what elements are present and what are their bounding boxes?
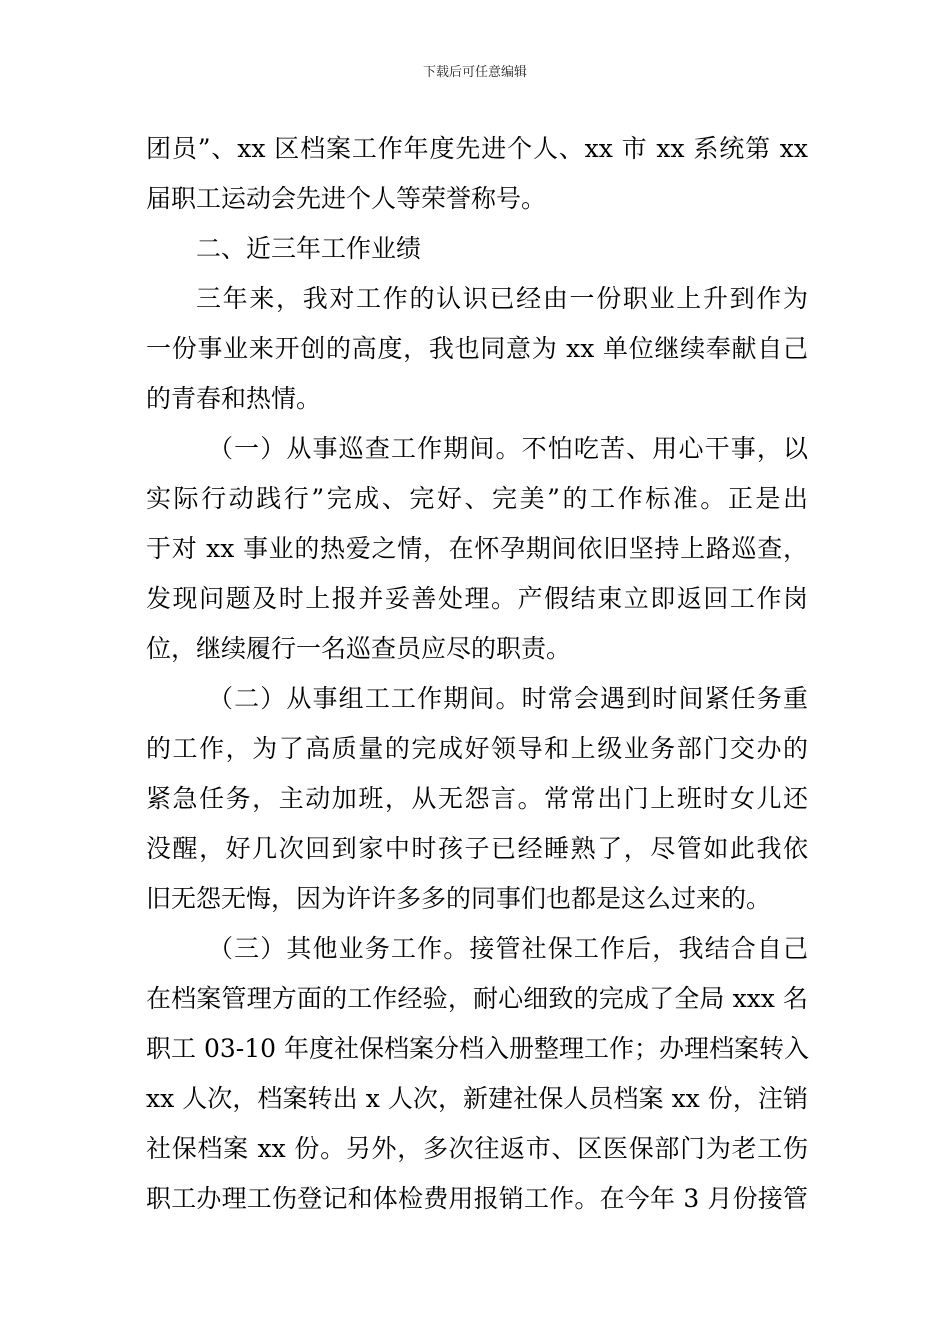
text-line: 于对 xx 事业的热爱之情，在怀孕期间依旧坚持上路巡查， xyxy=(146,534,808,563)
section-heading xyxy=(146,224,808,274)
text-line: 职工 03-10 年度社保档案分档入册整理工作；办理档案转入 xyxy=(146,1034,809,1063)
paragraph-other-work xyxy=(146,924,808,1224)
text-line: 的青春和热情。 xyxy=(146,384,322,413)
text-line: 旧无怨无悔，因为许许多多的同事们也都是这么过来的。 xyxy=(146,884,772,913)
text-line: （三）其他业务工作。接管社保工作后，我结合自己 xyxy=(208,934,808,963)
text-line: 三年来，我对工作的认识已经由一份职业上升到作为 xyxy=(196,284,808,313)
text-line: 职工办理工伤登记和体检费用报销工作。在今年 3 月份接管 xyxy=(146,1184,808,1213)
heading-line: 二、近三年工作业绩 xyxy=(196,234,422,263)
text-line: 一份事业来开创的高度，我也同意为 xx 单位继续奉献自己 xyxy=(146,334,808,363)
paragraph-patrol-work xyxy=(146,424,808,674)
text-line: 实际行动践行”完成、完好、完美”的工作标准。正是出 xyxy=(146,484,808,513)
page-header: 下载后可任意编辑 xyxy=(422,65,527,80)
text-line: 位，继续履行一名巡查员应尽的职责。 xyxy=(146,634,572,663)
text-line: 的工作，为了高质量的完成好领导和上级业务部门交办的 xyxy=(146,734,808,763)
text-line: 紧急任务，主动加班，从无怨言。常常出门上班时女儿还 xyxy=(146,784,808,813)
text-line: xx 人次，档案转出 x 人次，新建社保人员档案 xx 份，注销 xyxy=(146,1084,808,1113)
paragraph-organization-work xyxy=(146,674,808,924)
text-line: 社保档案 xx 份。另外，多次往返市、区医保部门为老工伤 xyxy=(146,1134,808,1163)
text-line: 发现问题及时上报并妥善处理。产假结束立即返回工作岗 xyxy=(146,584,808,613)
paragraph-intro xyxy=(146,274,808,424)
document-body xyxy=(146,124,808,1224)
text-line: 在档案管理方面的工作经验，耐心细致的完成了全局 xxx 名 xyxy=(146,984,808,1013)
text-line: 届职工运动会先进个人等荣誉称号。 xyxy=(146,184,547,213)
text-line: （一）从事巡查工作期间。不怕吃苦、用心干事，以 xyxy=(208,434,808,463)
text-line: 没醒，好几次回到家中时孩子已经睡熟了，尽管如此我依 xyxy=(146,834,808,863)
text-line: 团员”、xx 区档案工作年度先进个人、xx 市 xx 系统第 xx xyxy=(146,134,808,163)
text-line: （二）从事组工工作期间。时常会遇到时间紧任务重 xyxy=(208,684,808,713)
paragraph-honors xyxy=(146,124,808,224)
